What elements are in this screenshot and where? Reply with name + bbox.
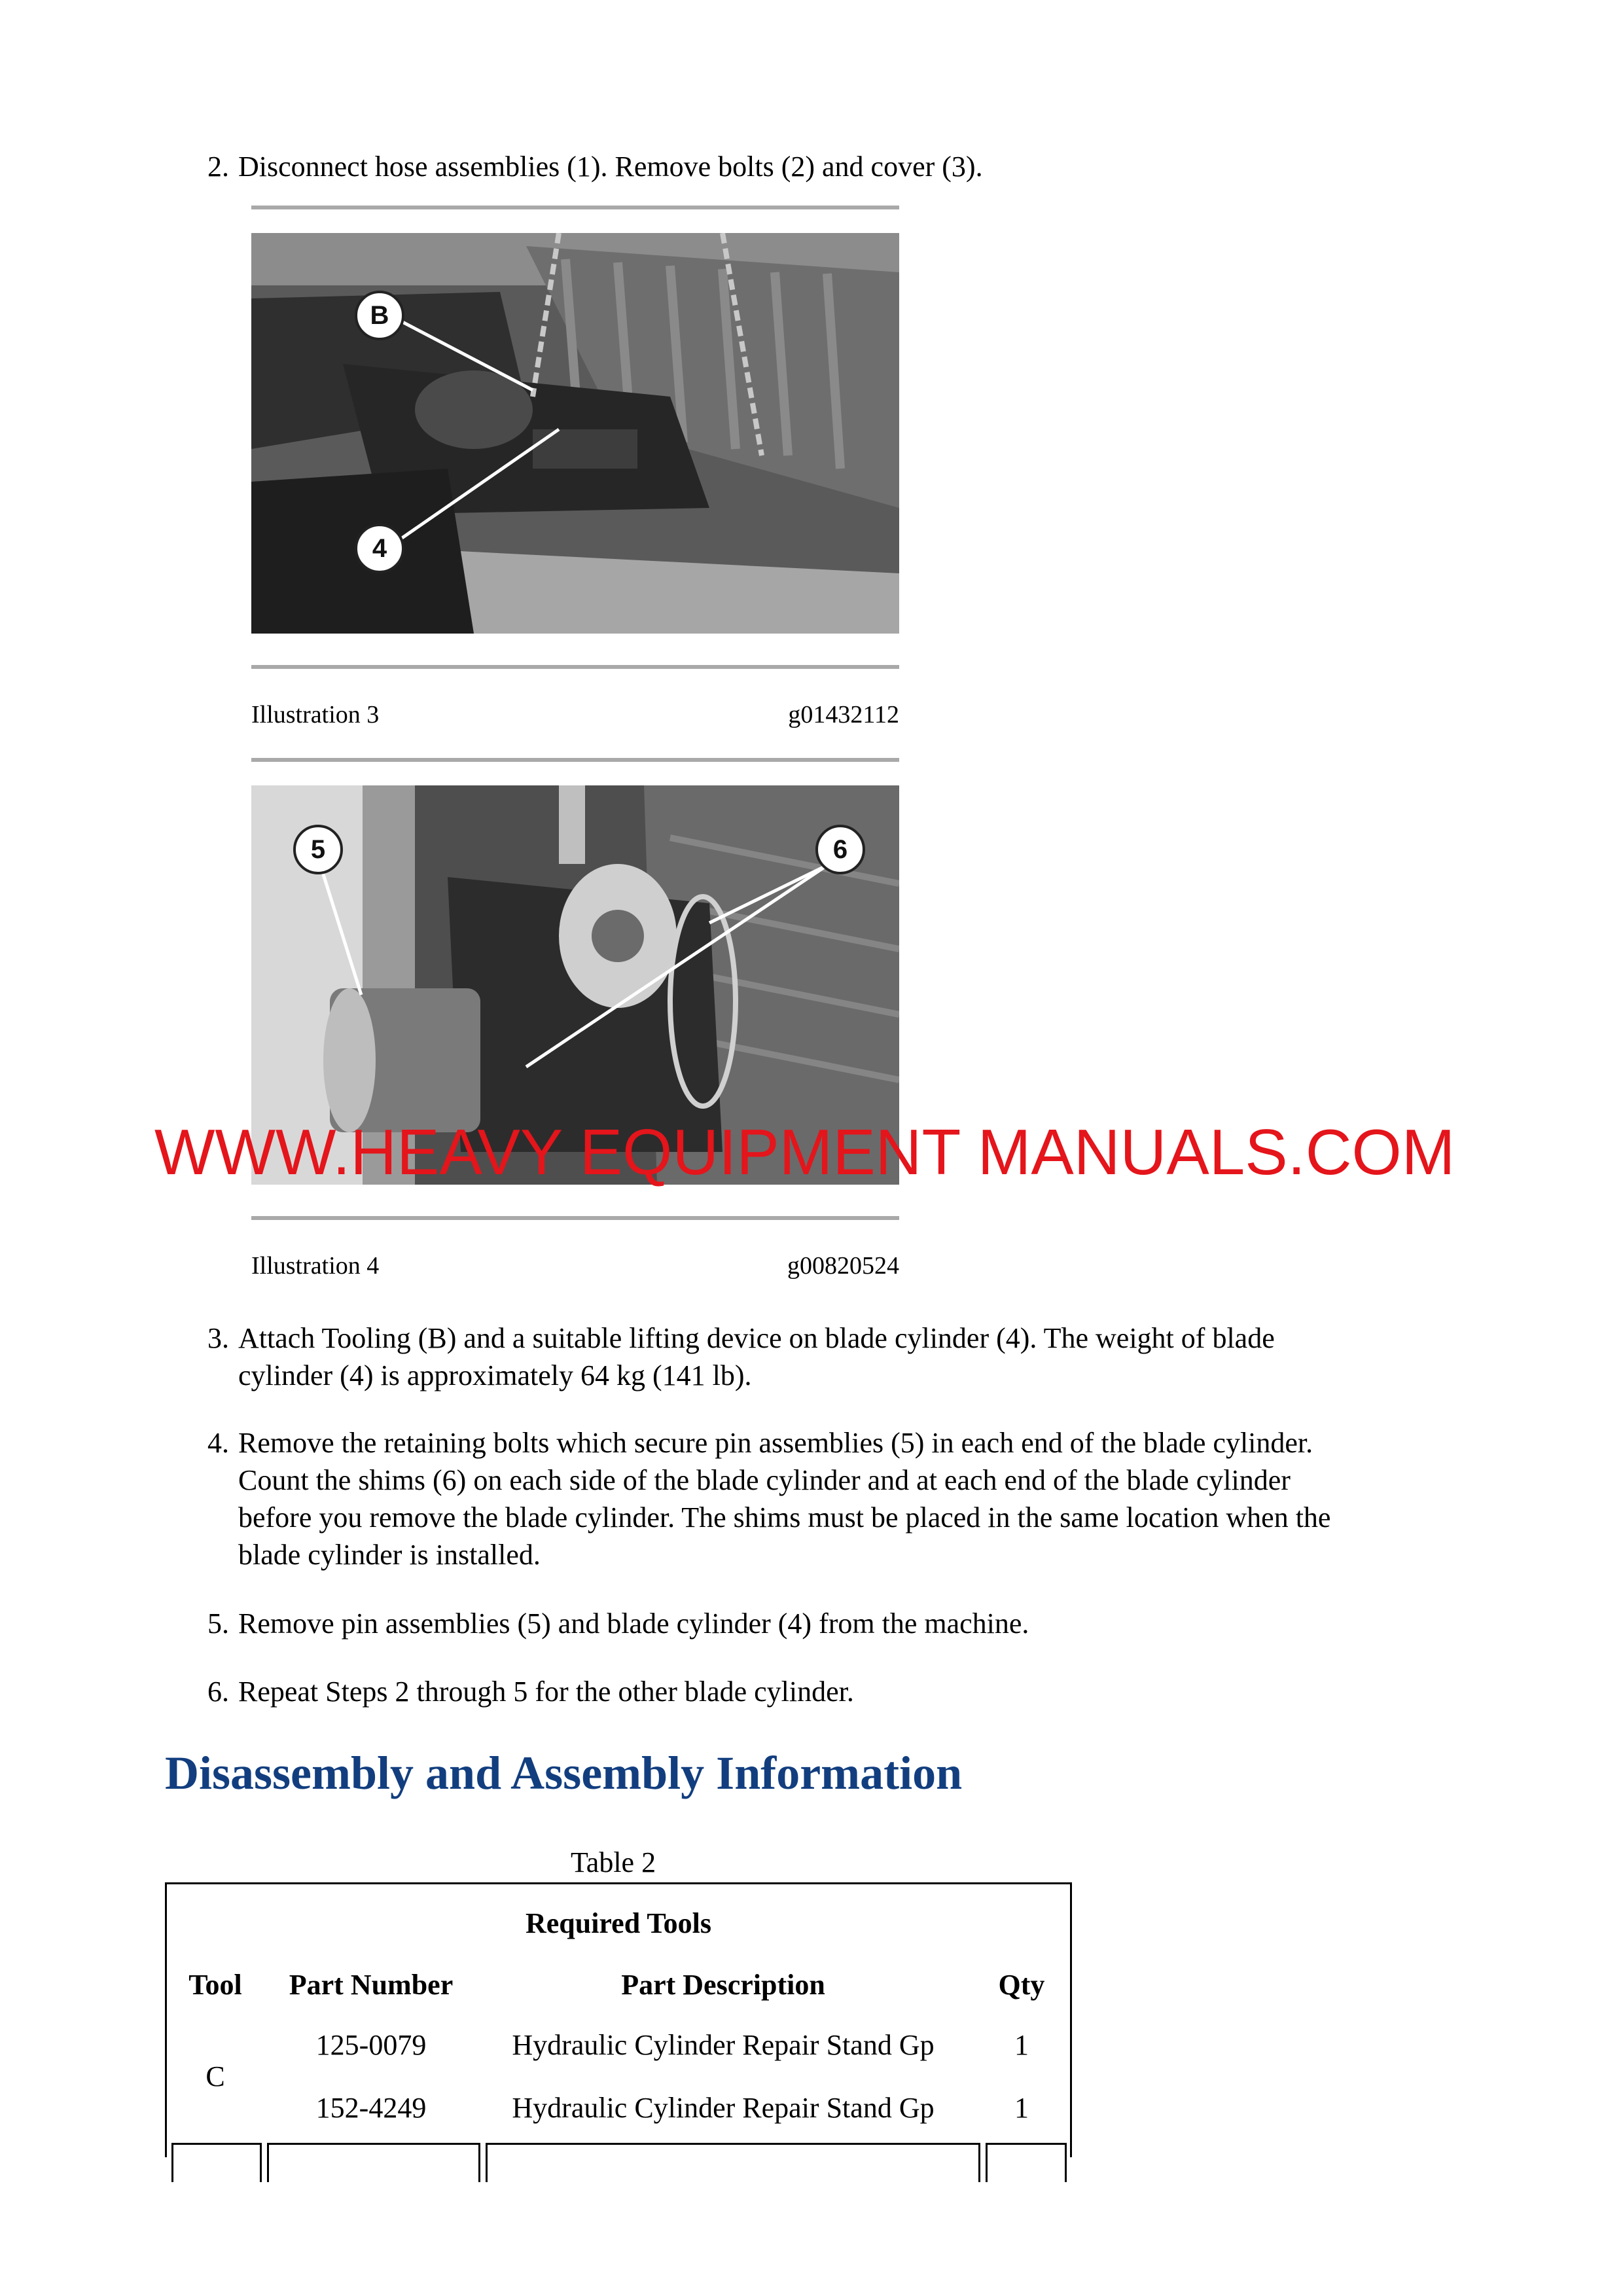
description-cell: Hydraulic Cylinder Repair Stand Gp	[512, 2029, 935, 2061]
divider-rule	[251, 665, 899, 669]
table-cell-box	[486, 2143, 980, 2182]
section-heading: Disassembly and Assembly Information	[165, 1747, 963, 1799]
callout-5: 5	[293, 825, 343, 874]
illustration-3-caption	[251, 700, 899, 729]
illustration-label: Illustration 3	[251, 701, 380, 728]
step-number: 2.	[207, 151, 229, 183]
description-cell: Hydraulic Cylinder Repair Stand Gp	[512, 2092, 935, 2124]
step-text-line: before you remove the blade cylinder. The shims must be placed in the same location when the	[238, 1501, 1331, 1534]
tool-group-cell: C	[205, 2060, 225, 2092]
callout-b: B	[355, 291, 404, 340]
track-cylinder-photo-icon	[251, 233, 899, 634]
step-text-line: Count the shims (6) on each side of the blade cylinder and at each end of the blade cylinder	[238, 1464, 1291, 1496]
part-number-cell: 125-0079	[315, 2029, 427, 2061]
step-text: Repeat Steps 2 through 5 for the other blade cylinder.	[238, 1676, 854, 1708]
column-header-tool: Tool	[188, 1969, 242, 2001]
required-tools-table	[165, 1882, 1072, 2157]
table-title: Required Tools	[525, 1907, 712, 1939]
part-number-cell: 152-4249	[315, 2092, 427, 2124]
column-header-qty: Qty	[998, 1969, 1045, 2001]
divider-rule	[251, 206, 899, 209]
table-cell-box	[171, 2143, 262, 2182]
step-text: Remove pin assemblies (5) and blade cylinder (4) from the machine.	[238, 1607, 1029, 1640]
column-header-part-number: Part Number	[289, 1969, 454, 2001]
divider-rule	[251, 1216, 899, 1220]
table-cell-box	[267, 2143, 480, 2182]
step-text: Disconnect hose assemblies (1). Remove bolts (2) and cover (3).	[238, 151, 983, 183]
step-text-line: Attach Tooling (B) and a suitable lifting device on blade cylinder (4). The weight of blade	[238, 1322, 1275, 1354]
watermark: WWW.HEAVY EQUIPMENT MANUALS.COM	[154, 1116, 1455, 1188]
step-text-line: blade cylinder is installed.	[238, 1539, 541, 1571]
illustration-label: Illustration 4	[251, 1252, 380, 1280]
illustration-id: g01432112	[788, 701, 899, 728]
step-3	[196, 1319, 1472, 1398]
callout-4: 4	[355, 524, 404, 573]
table-caption: Table 2	[571, 1846, 656, 1878]
table-cell-box	[986, 2143, 1067, 2182]
step-number: 6.	[207, 1676, 229, 1708]
step-text-line: cylinder (4) is approximately 64 kg (141 lb).	[238, 1359, 752, 1391]
step-4	[196, 1424, 1472, 1575]
step-text-line: Remove the retaining bolts which secure pin assemblies (5) in each end of the blade cylinder.	[238, 1427, 1313, 1459]
callout-6: 6	[815, 825, 865, 874]
qty-cell: 1	[1014, 2092, 1029, 2124]
illustration-id: g00820524	[787, 1252, 899, 1280]
step-number: 4.	[207, 1427, 229, 1459]
step-number: 5.	[207, 1607, 229, 1640]
column-header-part-description: Part Description	[621, 1969, 825, 2001]
illustration-4-caption	[251, 1251, 899, 1280]
step-number: 3.	[207, 1322, 229, 1354]
divider-rule	[251, 758, 899, 762]
qty-cell: 1	[1014, 2029, 1029, 2061]
illustration-3-photo	[251, 233, 899, 634]
